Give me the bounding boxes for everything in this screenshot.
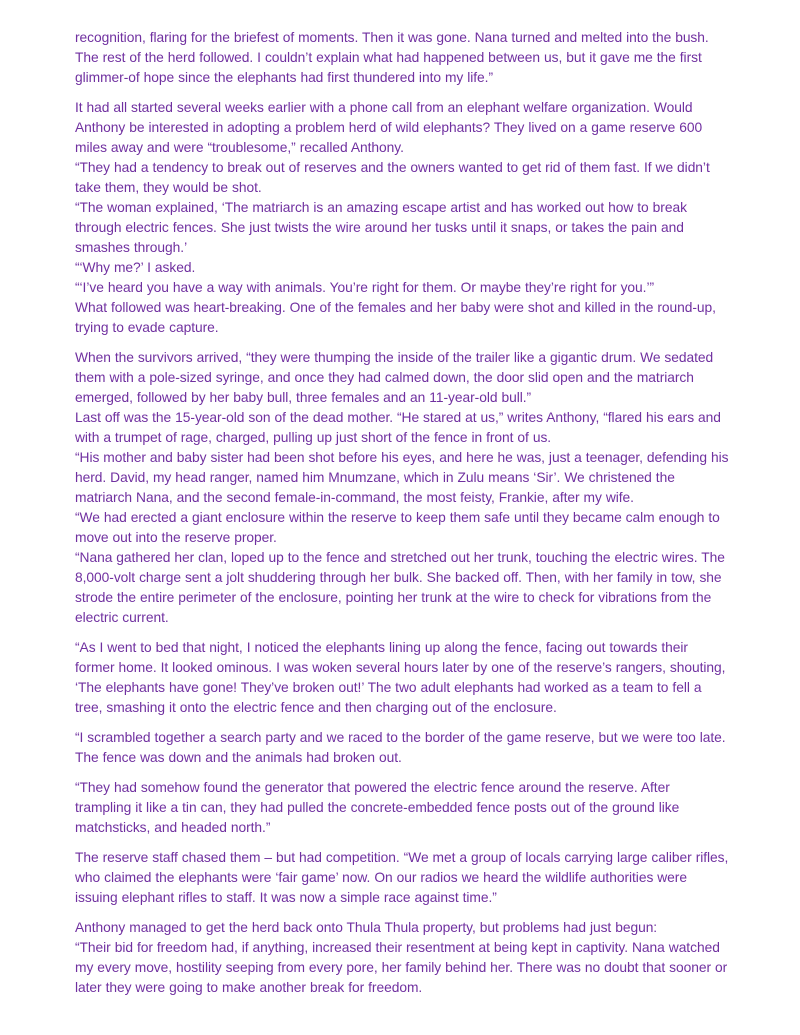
paragraph: [75, 348, 730, 628]
paragraph: [75, 778, 730, 838]
text-segment: “I scrambled together a search party and we raced to the border of the game reserve, but we were too late. The fence was down and the animals had broken out.: [75, 730, 726, 765]
text-segment: When the survivors arrived, “they were thumping the inside of the trailer like a gigantic drum. We sedated them with a pole-sized syringe, and once they had calmed down, the door slid open and the matriarch emerged, followed by her baby bull, three females and an 11-year-old bull.”: [75, 350, 714, 405]
text-segment: “Nana gathered her clan, loped up to the fence and stretched out her trunk, touching the electric wires. The 8,000-volt charge sent a jolt shuddering through her bulk. She backed off. Then, with her family in tow, she strode the entire perimeter of the enclosure, pointing her trunk at the wire to check for vibrations from the electric current.: [75, 550, 725, 625]
text-segment: Anthony managed to get the herd back onto Thula Thula property, but problems had just begun:: [75, 920, 658, 935]
text-segment: What followed was heart-breaking. One of the females and her baby were shot and killed in the round-up, trying to evade capture.: [75, 300, 716, 335]
document-body: [75, 28, 730, 998]
paragraph: [75, 28, 730, 88]
text-segment: The reserve staff chased them – but had competition. “We met a group of locals carrying large caliber rifles, who claimed the elephants were ‘fair game’ now. On our radios we heard the wildlife authorities were issuing elephant rifles to staff. It was now a simple race against time.”: [75, 850, 729, 905]
paragraph: [75, 918, 730, 998]
text-segment: “Their bid for freedom had, if anything, increased their resentment at being kept in captivity. Nana watched my every move, hostility seeping from every pore, her family behind her. There was no doubt that sooner or later they were going to make another break for freedom.: [75, 940, 728, 995]
text-segment: “They had somehow found the generator that powered the electric fence around the reserve. After trampling it like a tin can, they had pulled the concrete-embedded fence posts out of the ground like matchsticks, and headed north.”: [75, 780, 680, 835]
text-segment: “We had erected a giant enclosure within the reserve to keep them safe until they became calm enough to move out into the reserve proper.: [75, 510, 720, 545]
text-segment: “They had a tendency to break out of reserves and the owners wanted to get rid of them fast. If we didn’t take them, they would be shot.: [75, 160, 710, 195]
text-segment: “As I went to bed that night, I noticed the elephants lining up along the fence, facing out towards their former home. It looked ominous. I was woken several hours later by one of the reserve’s rangers, shouting, ‘The elephants have gone! They’ve broken out!’ The two adult elephants had worked as a team to fell a tree, smashing it onto the electric fence and then charging out of the enclosure.: [75, 640, 726, 715]
text-segment: “‘Why me?’ I asked.: [75, 260, 196, 275]
paragraph: [75, 848, 730, 908]
paragraph: [75, 638, 730, 718]
text-segment: “His mother and baby sister had been shot before his eyes, and here he was, just a teenager, defending his herd. David, my head ranger, named him Mnumzane, which in Zulu means ‘Sir’. We christened the matriarch Nana, and the second female-in-command, the most feisty, Frankie, after my wife.: [75, 450, 729, 505]
paragraph: [75, 98, 730, 338]
text-segment: “‘I’ve heard you have a way with animals. You’re right for them. Or maybe they’re right for you.’”: [75, 280, 655, 295]
text-segment: recognition, flaring for the briefest of moments. Then it was gone. Nana turned and melted into the bush. The rest of the herd followed. I couldn’t explain what had happened between us, but it gave me the first glimmer-of hope since the elephants had first thundered into my life.”: [75, 30, 709, 85]
text-segment: “The woman explained, ‘The matriarch is an amazing escape artist and has worked out how to break through electric fences. She just twists the wire around her tusks until it snaps, or takes the pain and smashes through.’: [75, 200, 687, 255]
text-segment: It had all started several weeks earlier with a phone call from an elephant welfare organization. Would Anthony be interested in adopting a problem herd of wild elephants? They lived on a game reserve 600 miles away and were “troublesome,” recalled Anthony.: [75, 100, 703, 155]
paragraph: [75, 728, 730, 768]
text-segment: Last off was the 15-year-old son of the dead mother. “He stared at us,” writes Anthony, “flared his ears and with a trumpet of rage, charged, pulling up just short of the fence in front of us.: [75, 410, 721, 445]
